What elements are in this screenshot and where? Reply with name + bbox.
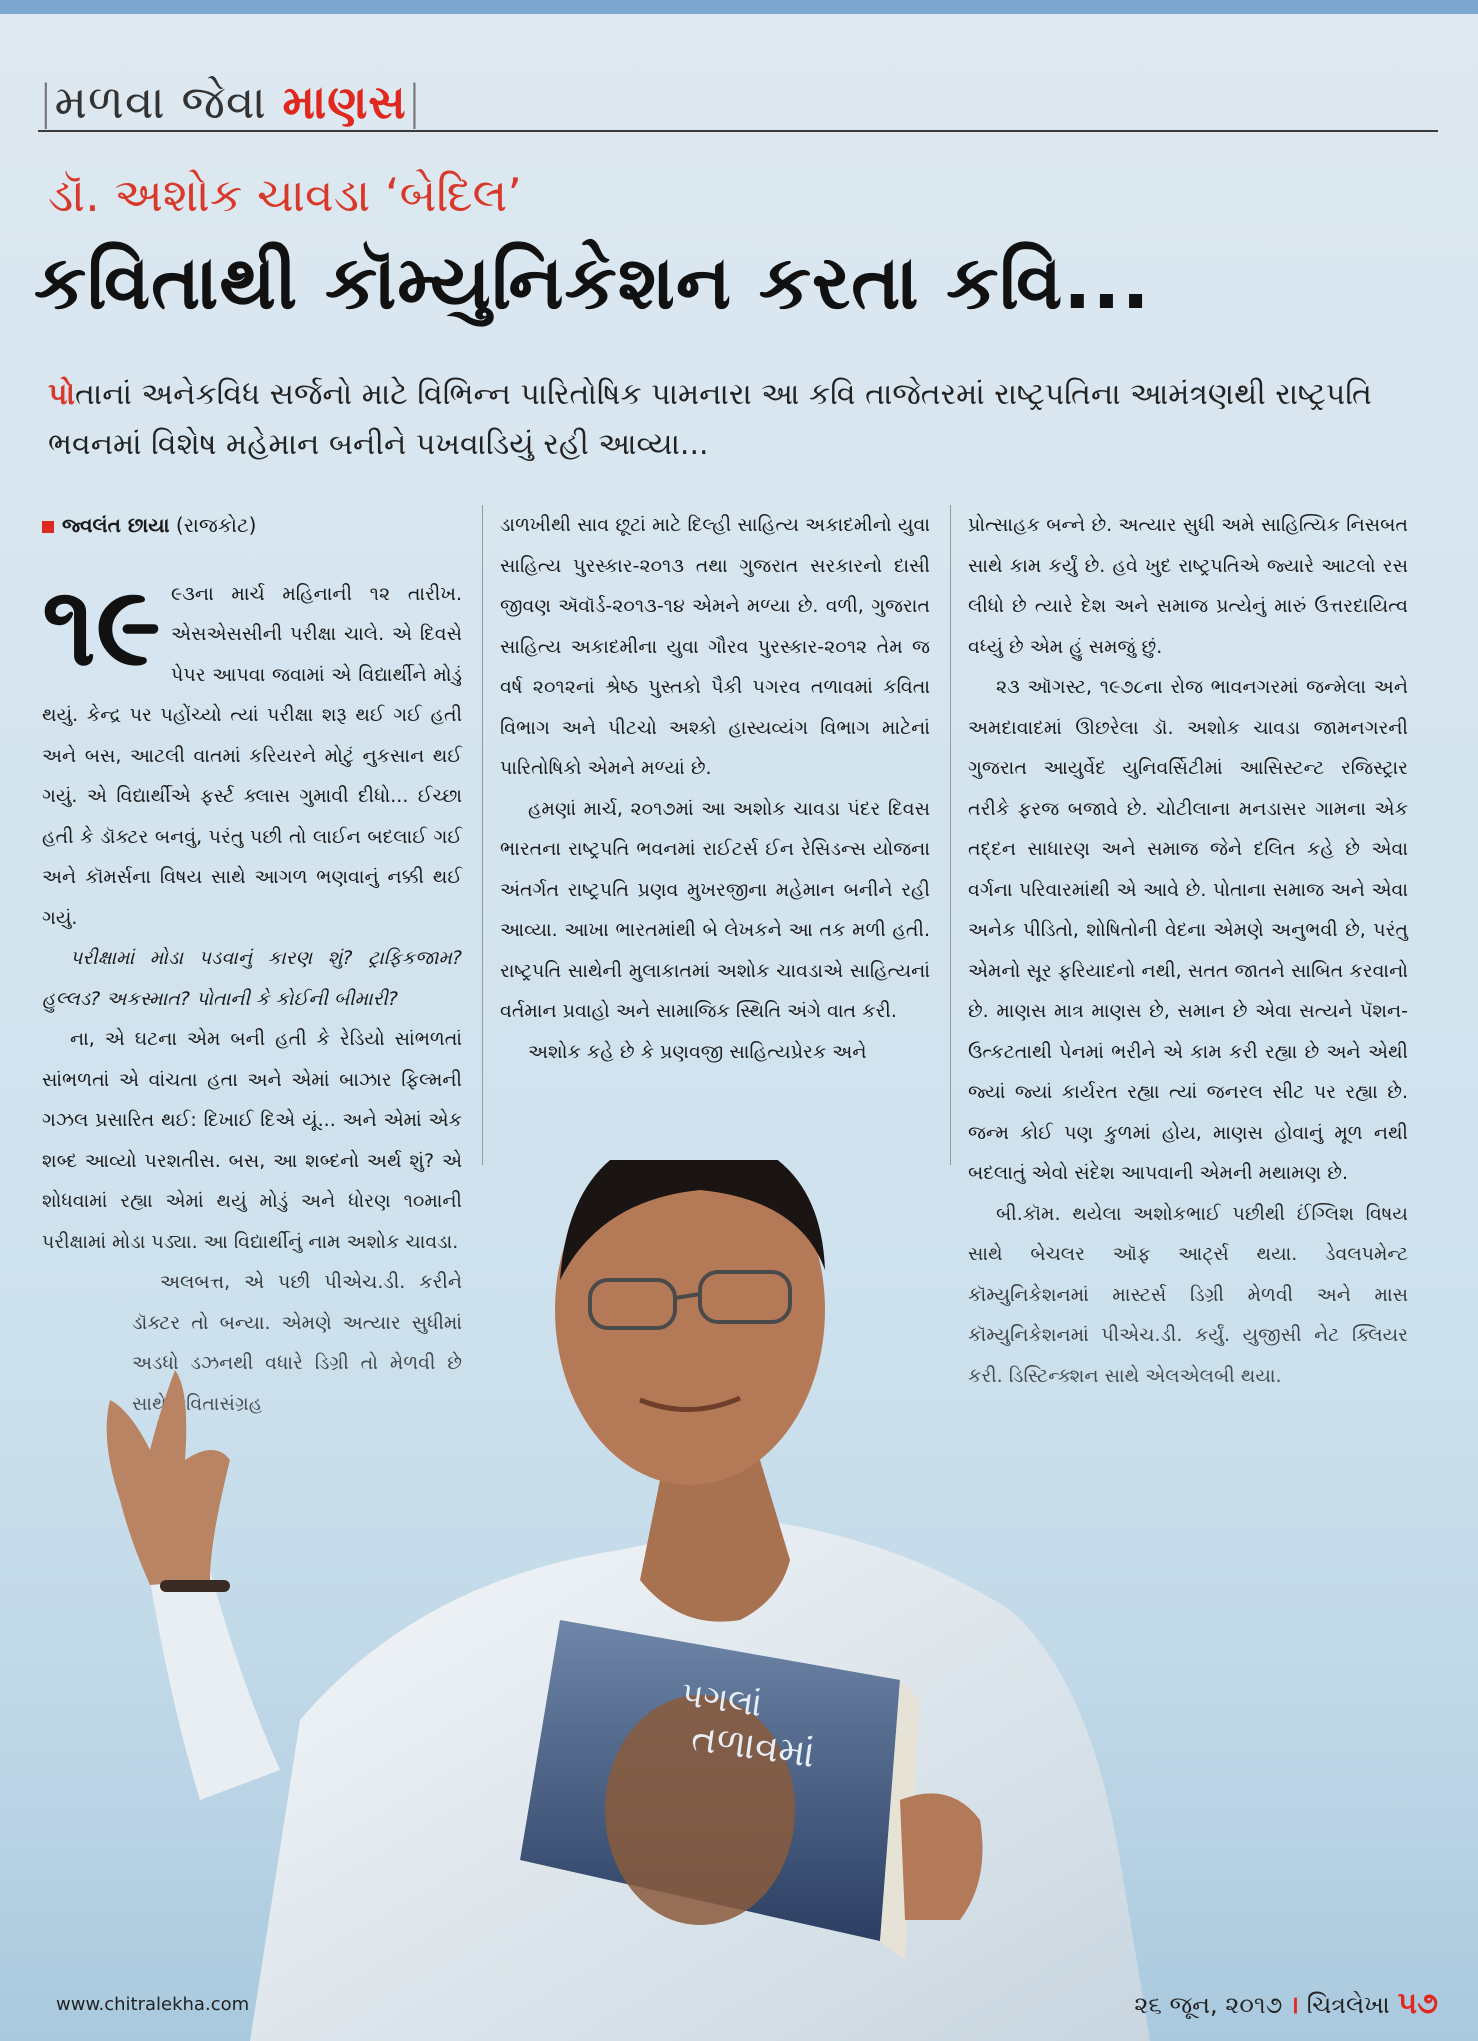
footer-right bbox=[1134, 1986, 1438, 2021]
footer-url: www.chitralekha.com bbox=[56, 1994, 250, 2015]
book-title-line1: પગલાં bbox=[678, 1674, 765, 1726]
author-line: ડૉ. અશોક ચાવડા ‘બેદિલ’ bbox=[48, 168, 522, 222]
col2-paragraph-1: ડાળખીથી સાવ છૂટાં માટે દિલ્હી સાહિત્ય અકાદમીનો યુવા સાહિત્ય પુરસ્કાર-૨૦૧૩ તથા ગુજરાત સરકારનો દાસી જીવણ ઍવૉર્ડ-૨૦૧૩-૧૪ એમને મળ્યા છે. વળી, ગુજરાત સાહિત્ય અકાદમીના યુવા ગૌરવ પુરસ્કાર-૨૦૧૨ તેમ જ વર્ષ ૨૦૧૨નાં શ્રેષ્ઠ પુસ્તકો પૈકી પગરવ તળાવમાં કવિતા વિભાગ અને પીટચો અશ્કો હાસ્યવ્યંગ વિભાગ માટેનાં પારિતોષિકો એમને મળ્યાં છે. bbox=[500, 514, 930, 779]
wristband bbox=[160, 1580, 230, 1592]
col3-paragraph-1: પ્રોત્સાહક બન્ને છે. અત્યાર સુધી અમે સાહિત્યિક નિસબત સાથે કામ કર્યું છે. હવે ખુદ રાષ્ટ્રપતિએ જ્યારે આટલો રસ લીધો છે ત્યારે દેશ અને સમાજ પ્રત્યેનું મારું ઉત્તરદાયિત્વ વધ્યું છે એમ હું સમજું છું. bbox=[968, 514, 1408, 658]
top-color-strip bbox=[0, 0, 1478, 14]
deck-text: તાનાં અનેકવિધ સર્જનો માટે વિભિન્ન પારિતોષિક પામનારા આ કવિ તાજેતરમાં રાષ્ટ્રપતિના આમંત્રણથી રાષ્ટ્રપતિ ભવનમાં વિશેષ મહેમાન બનીને પખવાડિયું રહી આવ્યા... bbox=[48, 377, 1372, 462]
section-label: મળવા જેવા bbox=[54, 75, 283, 129]
book-title-line2: તળાવમાં bbox=[688, 1715, 818, 1777]
col1-paragraph-1: ૯૩ના માર્ચ મહિનાની ૧૨ તારીખ. એસએસસીની પરીક્ષા ચાલે. એ દિવસે પેપર આપવા જવામાં એ વિદ્યાર્થીને મોડું થયું. કેન્દ્ર પર પહોંચ્યો ત્યાં પરીક્ષા શરૂ થઈ ગઈ હતી અને બસ, આટલી વાતમાં કરિયરને મોટું નુકસાન થઈ ગયું. એ વિદ્યાર્થીએ ફર્સ્ટ ક્લાસ ગુમાવી દીધો... ઈચ્છા હતી કે ડૉક્ટર બનવું, પરંતુ પછી તો લાઈન બદલાઈ ગઈ અને કૉમર્સના વિષય સાથે આગળ ભણવાનું નક્કી થઈ ગયું. bbox=[42, 582, 462, 929]
deck-first-letters: પો bbox=[48, 377, 75, 412]
footer-magazine: ચિત્રલેખા bbox=[1306, 1991, 1390, 2019]
headline: કવિતાથી કૉમ્યુનિકેશન કરતા કવિ... bbox=[34, 240, 1151, 326]
section-label-highlight: માણસ bbox=[282, 75, 407, 129]
col2-paragraph-3: અશોક કહે છે કે પ્રણવજી સાહિત્યપ્રેરક અને bbox=[528, 1040, 867, 1063]
byline-name: જ્વલંત છાયા bbox=[62, 513, 170, 537]
dropcap: ૧૯ bbox=[42, 561, 162, 690]
section-tag bbox=[38, 72, 423, 132]
col1-paragraph-3: ના, એ ઘટના એમ બની હતી કે રેડિયો સાંભળતાં સાંભળતાં એ વાંચતા હતા અને એમાં બાઝાર ફિલ્મની ગઝલ પ્રસારિત થઈ: દિખાઈ દિએ યૂં... અને એમાં એક bbox=[42, 1028, 462, 1131]
col1-paragraph-2: પરીક્ષામાં મોડા પડવાનું કારણ શું? ટ્રાફિકજામ? હુલ્લડ? અકસ્માત? પોતાની કે કોઈની બીમારી? bbox=[42, 947, 462, 1010]
col2-paragraph-2: હમણાં માર્ચ, ૨૦૧૭માં આ અશોક ચાવડા પંદર દિવસ ભારતના રાષ્ટ્રપતિ ભવનમાં રાઈટર્સ ઈન રેસિડન્સ યોજના અંતર્ગત રાષ્ટ્રપતિ પ્રણવ મુખરજીના મહેમાન બનીને રહી આવ્યા. આખા ભારતમાંથી બે લેખકને આ તક મળી હતી. રાષ્ટ્રપતિ સાથેની મુલાકાતમાં અશોક ચાવડાએ સાહિત્યનાં વર્તમાન પ્રવાહો અને સામાજિક સ્થિતિ અંગે વાત કરી. bbox=[500, 797, 930, 1022]
header-rule bbox=[38, 130, 1438, 132]
column-divider-1 bbox=[482, 505, 483, 1165]
byline-square-icon bbox=[42, 521, 54, 533]
dropcap-paragraph bbox=[42, 561, 462, 939]
col3-paragraph-2: ૨૩ ઑગસ્ટ, ૧૯૭૮ના રોજ ભાવનગરમાં જન્મેલા અને અમદાવાદમાં ઊછરેલા ડૉ. અશોક ચાવડા જામનગરની ગુજરાત આયુર્વેદ યુનિવર્સિટીમાં આસિસ્ટન્ટ રજિસ્ટ્રાર તરીકે ફરજ બજાવે છે. ચોટીલાના મનડાસર ગામના એક તદ્દન સાધારણ અને સમાજ જેને દલિત કહે છે એવા વર્ગના પરિવારમાંથી એ આવે છે. પોતાના સમાજ અને એવા અનેક પીડિતો, શોષિતોની વેદના એમણે અનુભવી છે, પરંતુ એમનો સૂર ફરિયાદનો નથી, સતત જાતને સાબિત કરવાનો છે. માણસ માત્ર માણસ છે, સમાન છે એવા સત્યને પૅશન-ઉત્કટતાથી પેનમાં ભરીને એ કામ કરી રહ્યા છે અને એથી જ્યાં જ્યાં કાર્યરત રહ્યા ત્યાં જનરલ સીટ પર રહ્યા છે. જન્મ કોઈ પણ કુળમાં હોય, માણસ હોવાનું મૂળ નથી bbox=[968, 676, 1408, 1144]
footer-separator: । bbox=[1289, 1991, 1300, 2019]
byline bbox=[42, 505, 462, 546]
byline-place: (રાજકોટ) bbox=[175, 513, 257, 537]
footer-date: ૨૬ જૂન, ૨૦૧૭ bbox=[1134, 1991, 1283, 2019]
book-hand bbox=[900, 1793, 983, 1920]
column-2 bbox=[500, 505, 930, 1072]
portrait-photo bbox=[0, 1160, 1478, 2041]
section-bar-right: | bbox=[406, 75, 424, 129]
section-bar-left: | bbox=[38, 75, 55, 129]
page-number: ૫૭ bbox=[1397, 1986, 1438, 2021]
column-divider-2 bbox=[950, 505, 951, 1165]
deck bbox=[48, 370, 1438, 470]
